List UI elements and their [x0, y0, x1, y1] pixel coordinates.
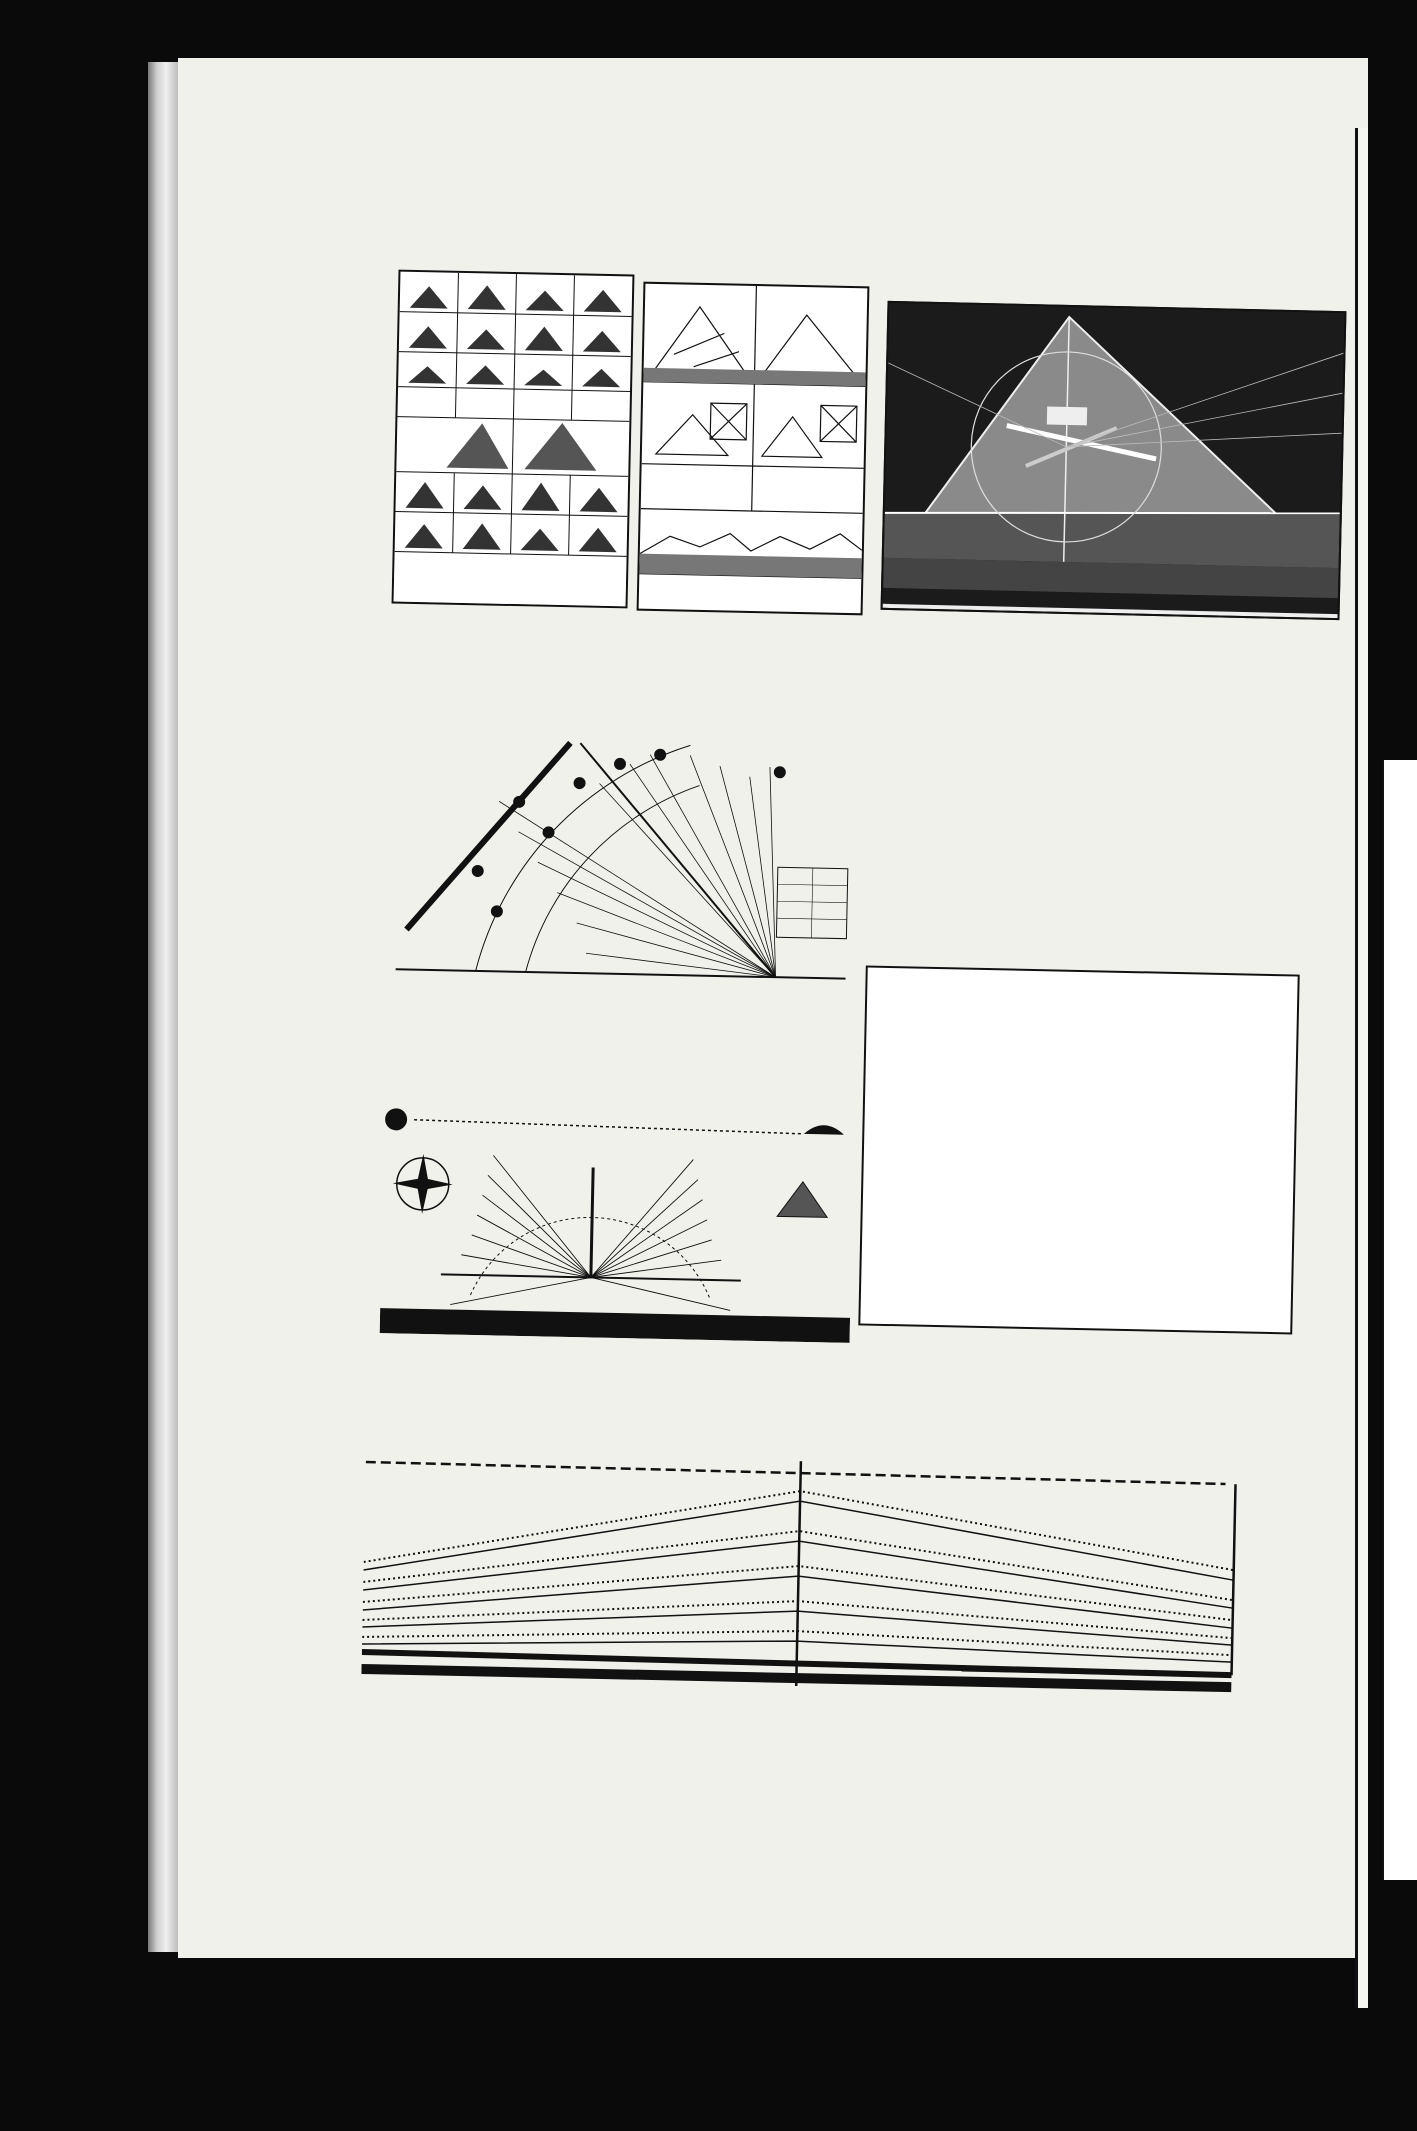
fig6-years-row — [885, 865, 1291, 983]
sun-rays-diagram — [385, 719, 861, 999]
fig5-photo — [881, 301, 1347, 620]
fig4-diagram — [361, 1452, 1266, 1696]
next-page-edge — [1355, 128, 1368, 2008]
seasonal-ray-lines — [380, 1103, 855, 1343]
fig3-diagram — [380, 1103, 855, 1343]
pyramid-sections-grid — [394, 272, 633, 607]
fig1-plate-right — [637, 282, 870, 616]
fig2-diagram — [385, 719, 861, 999]
great-pyramid-section-photo — [883, 303, 1345, 618]
fig6-gauge-chart — [858, 965, 1299, 1334]
fig6-table — [859, 808, 1292, 967]
gauge-bars — [860, 968, 1297, 1333]
day-gauge-diagram — [361, 1452, 1266, 1696]
book-spine — [148, 62, 178, 1952]
fig1-plate-left — [392, 270, 635, 609]
facing-page-edge — [1382, 760, 1417, 1880]
great-pyramid-sections — [639, 284, 868, 614]
